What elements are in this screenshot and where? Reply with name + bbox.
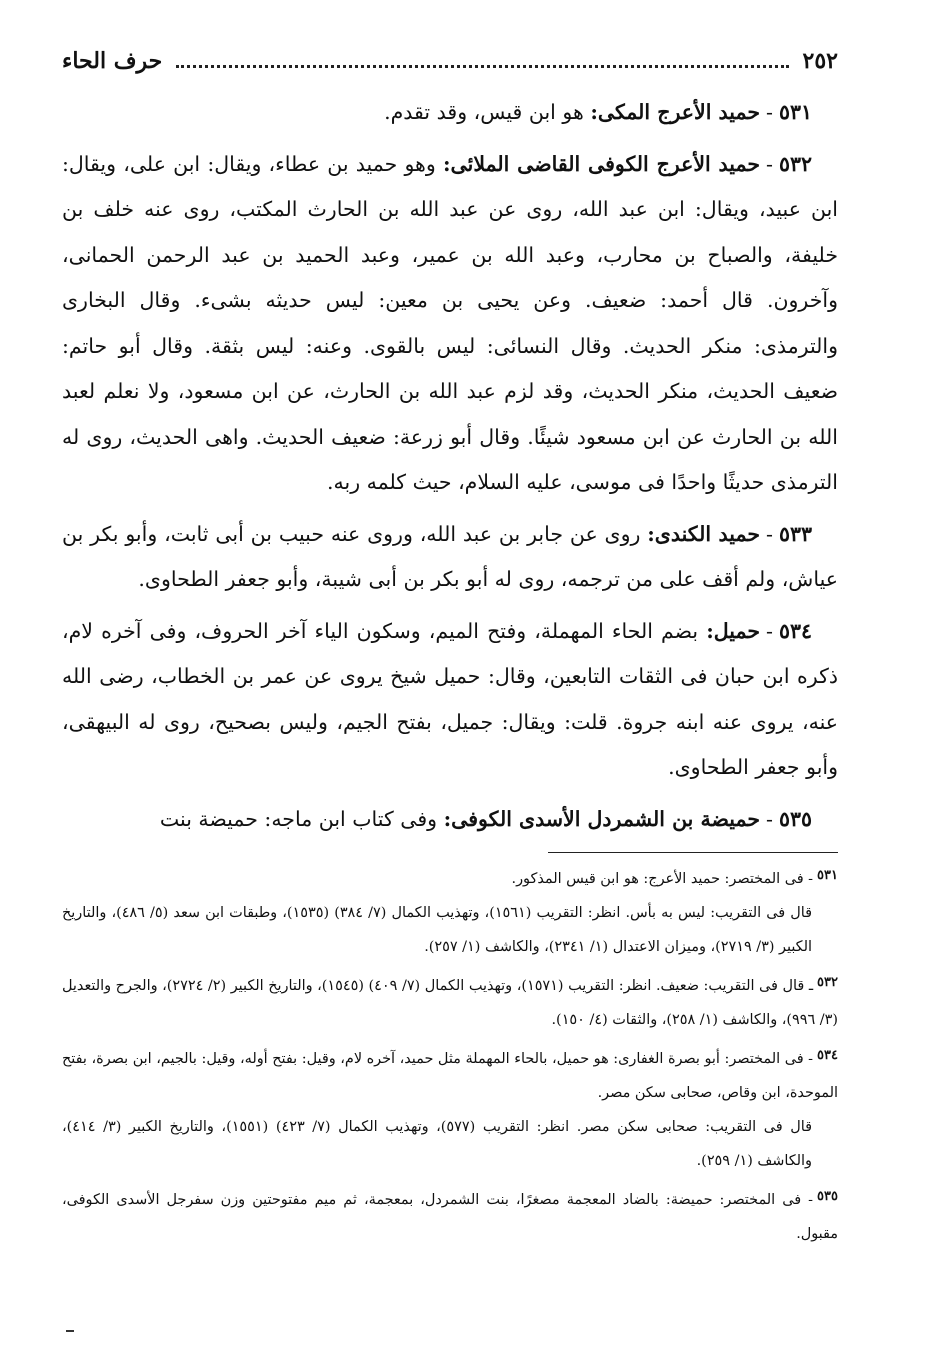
entry-number: ٥٣٥ xyxy=(778,806,812,831)
entry-text: وهو حميد بن عطاء، ويقال: ابن على، ويقال: ابن عبيد، ويقال: ابن عبد الله، روى عن عبد الله بن الحارث المكتب، روى عنه خلف بن خليفة، والصباح بن محارب، وعبد الله بن عمير، وعبد الحميد بن عبد الرحمن الحمانى، وآخرون. قال أحمد: ضعيف. وعن يحيى بن معين: ليس حديثه بشىء. وقال البخارى والترمذى: منكر الحديث. وقال النسائى: ليس بالقوى. وعنه: ليس بثقة. وقال أبو حاتم: ضعيف الحديث، منكر الحديث، وقد لزم عبد الله بن الحارث، عن ابن مسعود، ولا نعلم لعبد الله بن الحارث عن ابن مسعود شيئًا. وقال أبو زرعة: ضعيف الحديث. واهى الحديث، روى له الترمذى حديثًا واحدًا فى موسى، عليه السلام، حيث كلمه ربه. xyxy=(62,151,838,494)
footnote-text: ـ قال فى التقريب: ضعيف. انظر: التقريب (١٥٧١)، وتهذيب الكمال (٧/ ٤٠٩) (١٥٤٥)، والتاريخ الكبير (٢/ ٢٧٢٤)، والجرح والتعديل (٣/ ٩٩٦)، والكاشف (١/ ٢٥٨)، والثقات (٤/ ١٥٠). xyxy=(62,978,838,1028)
entry-535 xyxy=(62,797,838,843)
dotted-leader xyxy=(176,65,788,68)
footnote-534 xyxy=(62,1039,838,1178)
main-text xyxy=(62,90,838,842)
entry-dash: - xyxy=(766,618,773,643)
footnote-number: ٥٣٤ xyxy=(817,1048,838,1063)
entry-name: حميد الأعرج الكوفى القاضى الملائى: xyxy=(442,151,761,176)
entry-text: هو ابن قيس، وقد تقدم. xyxy=(384,100,584,124)
footnote-number: ٥٣١ xyxy=(817,868,838,883)
footnote-text: قال فى التقريب: صحابى سكن مصر. انظر: التقريب (٥٧٧)، وتهذيب الكمال (٧/ ٤٢٣) (١٥٥١)، والتاريخ الكبير (٣/ ٤١٤)، والكاشف (١/ ٢٥٩). xyxy=(62,1119,812,1169)
footnote-number: ٥٣٢ xyxy=(817,975,838,990)
entry-text: روى عن جابر بن عبد الله، وروى عنه حبيب بن أبى ثابت، وأبو بكر بن عياش، ولم أقف على من ترجمه، روى له أبو بكر بن أبى شيبة، وأبو جعفر الطحاوى. xyxy=(62,521,838,591)
entry-532 xyxy=(62,142,838,506)
entry-number: ٥٣٤ xyxy=(778,618,812,643)
entry-534 xyxy=(62,609,838,791)
entry-name: حميد الكندى: xyxy=(647,521,760,546)
entry-name: حميل: xyxy=(706,618,761,643)
footnote-531 xyxy=(62,859,838,964)
book-page xyxy=(62,40,838,1253)
entry-name: حميد الأعرج المكى: xyxy=(590,100,761,124)
page-number: ٢٥٢ xyxy=(802,48,838,74)
entry-dash: - xyxy=(766,806,773,831)
page-header xyxy=(62,40,838,82)
entry-dash: - xyxy=(766,521,773,546)
entry-533 xyxy=(62,512,838,603)
footnote-text: - فى المختصر: حميضة: بالضاد المعجمة مصغرًا، بنت الشمردل، بمعجمة، ثم ميم مفتوحتين وزن سفرجل الأسدى الكوفى، مقبول. xyxy=(62,1192,838,1242)
entry-text: وفى كتاب ابن ماجه: حميضة بنت xyxy=(159,806,438,831)
footnote-text: قال فى التقريب: ليس به بأس. انظر: التقريب (١٥٦١)، وتهذيب الكمال (٧/ ٣٨٤) (١٥٣٥)، وطبقات ابن سعد (٥/ ٤٨٦)، والتاريخ الكبير (٣/ ٢٧١٩)، وميزان الاعتدال (١/ ٢٣٤١)، والكاشف (١/ ٢٥٧). xyxy=(62,905,812,955)
footnote-number: ٥٣٥ xyxy=(817,1189,838,1204)
entry-dash: - xyxy=(766,151,773,176)
footnote-532 xyxy=(62,966,838,1037)
entry-text: بضم الحاء المهملة، وفتح الميم، وسكون الياء آخر الحروف، وفى آخره لام، ذكره ابن حبان فى الثقات التابعين، وقال: حميل شيخ يروى عن عمر بن الخطاب، رضى الله عنه، يروى عنه ابنه جروة. قلت: ويقال: جميل، بفتح الجيم، وليس بصحيح، روى له البيهقى، وأبو جعفر الطحاوى. xyxy=(62,618,838,779)
entry-number: ٥٣٢ xyxy=(778,151,812,176)
print-mark xyxy=(66,1330,74,1332)
entry-number: ٥٣١ xyxy=(778,100,812,124)
entry-name: حميضة بن الشمردل الأسدى الكوفى: xyxy=(443,806,761,831)
footnote-text: - فى المختصر: حميد الأعرج: هو ابن قيس المذكور. xyxy=(511,871,814,887)
entry-number: ٥٣٣ xyxy=(778,521,812,546)
entry-dash: - xyxy=(766,100,773,124)
footnote-separator xyxy=(548,852,838,853)
footnote-535 xyxy=(62,1180,838,1251)
running-title: حرف الحاء xyxy=(62,48,163,74)
entry-531 xyxy=(62,90,838,136)
footnote-text: - فى المختصر: أبو بصرة الغفارى: هو حميل، بالحاء المهملة مثل حميد، آخره لام، وقيل: بفتح أوله، وقيل: بالجيم، ابن بصرة، بفتح الموحدة، ابن وقاص، صحابى سكن مصر. xyxy=(62,1051,838,1101)
footnotes xyxy=(62,859,838,1251)
